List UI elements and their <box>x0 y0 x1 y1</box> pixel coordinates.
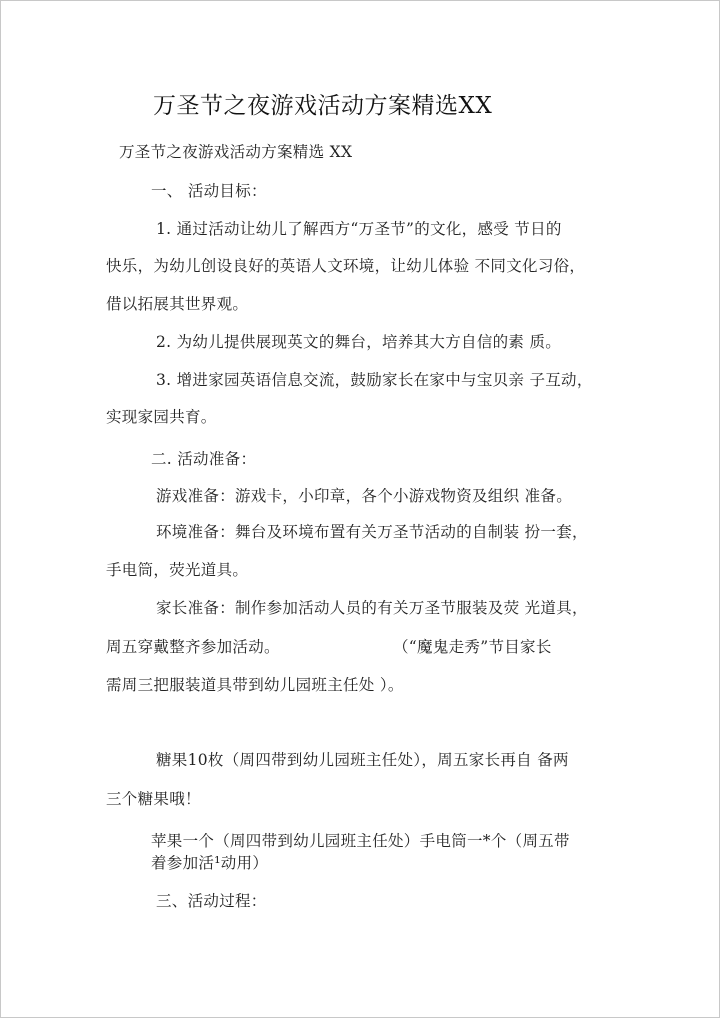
goal-1-line-3: 借以拓展其世界观。 <box>106 295 249 313</box>
section-heading-goals: 一、 活动目标： <box>151 182 267 200</box>
prep-parent-line-3: 需周三把服装道具带到幼儿园班主任处 ）。 <box>106 676 404 694</box>
prep-environment-line-2: 手电筒，荧光道具。 <box>106 561 249 579</box>
prep-parent-line-2a: 周五穿戴整齐参加活动。 <box>106 638 280 656</box>
prep-environment-line-1: 环境准备：舞台及环境布置有关万圣节活动的自制装 扮一套， <box>156 523 588 541</box>
prep-parent-line-1: 家长准备：制作参加活动人员的有关万圣节服装及荧 光道具， <box>156 599 588 617</box>
document-subtitle: 万圣节之夜游戏活动方案精选 XX <box>119 143 353 161</box>
goal-2-line-1: 2. 为幼儿提供展现英文的舞台，培养其大方自信的素 质。 <box>156 333 562 351</box>
prep-parent-line-2b: （“魔鬼走秀”节目家长 <box>393 638 552 656</box>
goal-3-line-2: 实现家园共育。 <box>106 408 217 426</box>
section-heading-preparation: 二. 活动准备： <box>151 450 257 468</box>
section-heading-process: 三、活动过程： <box>156 892 267 910</box>
document-title: 万圣节之夜游戏活动方案精选XX <box>153 93 493 119</box>
goal-1-line-2: 快乐，为幼儿创设良好的英语人文环境，让幼儿体验 不同文化习俗， <box>106 257 586 275</box>
apple-line-1: 苹果一个（周四带到幼儿园班主任处）手电筒一*个（周五带 <box>151 832 570 850</box>
prep-game-line: 游戏准备：游戏卡，小印章，各个小游戏物资及组织 准备。 <box>156 487 573 505</box>
goal-3-line-1: 3. 增进家园英语信息交流，鼓励家长在家中与宝贝亲 子互动， <box>156 371 593 389</box>
goal-1-line-1: 1. 通过活动让幼儿了解西方“万圣节”的文化，感受 节日的 <box>156 220 562 238</box>
apple-line-2: 着参加活¹动用） <box>151 854 269 872</box>
candy-line-2: 三个糖果哦！ <box>106 790 201 808</box>
candy-line-1: 糖果10枚（周四带到幼儿园班主任处），周五家长再自 备两 <box>156 751 569 769</box>
